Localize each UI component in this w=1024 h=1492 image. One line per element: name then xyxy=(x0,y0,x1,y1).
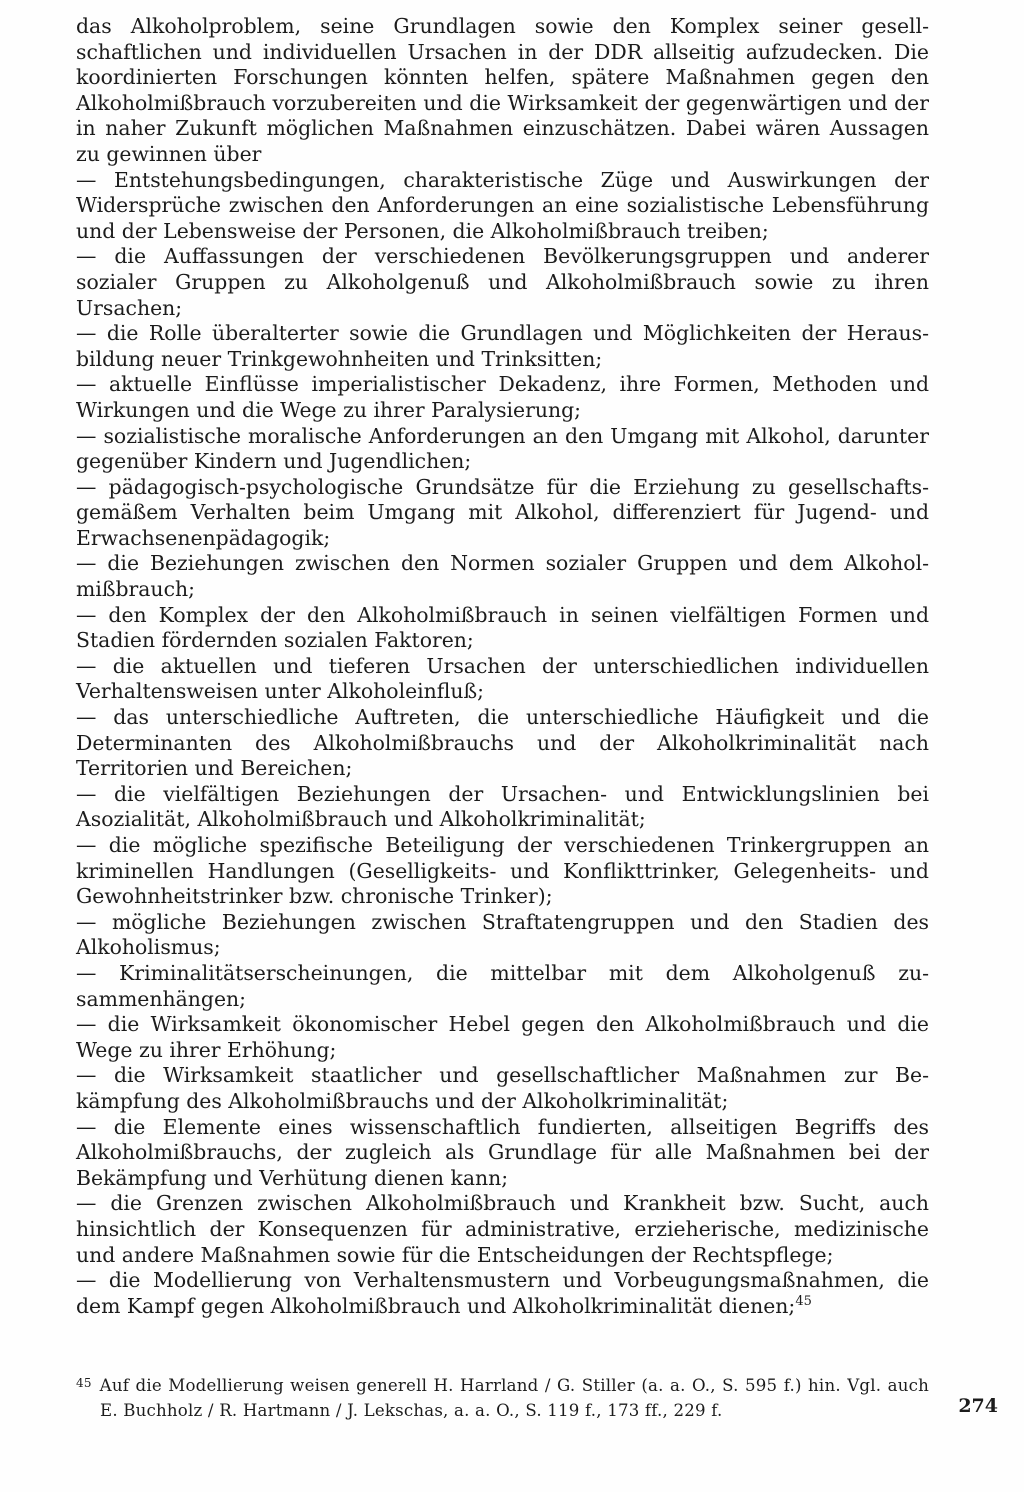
footnote-entry xyxy=(76,1374,929,1423)
list-item: — die mögliche spezifische Beteiligung der verschiedenen Trinkergruppen an kriminellen Handlungen (Geselligkeits- und Konflikttrinker, Gelegenheits- und Gewohnheitstrinker bzw. chronische Trinker); xyxy=(76,833,929,909)
list-item: — das unterschiedliche Auftreten, die unterschiedliche Häufigkeit und die Determinanten des Alkoholmißbrauchs und der Alkoholkriminalität nach Territorien und Bereichen; xyxy=(76,705,929,781)
list-item: — sozialistische moralische Anforderungen an den Umgang mit Alkohol, darunter gegenüber Kindern und Jugendlichen; xyxy=(76,423,929,474)
list-item-last xyxy=(76,1268,929,1319)
list-item-last-text: — die Modellierung von Verhaltensmustern und Vorbeugungsmaßnahmen, die dem Kampf gegen Alkoholmißbrauch und Alkoholkriminalität dienen; xyxy=(76,1268,929,1318)
main-text xyxy=(76,14,929,1319)
footnote xyxy=(76,1374,929,1423)
footnote-text: Auf die Modellierung weisen generell H. Harrland / G. Stiller (a. a. O., S. 595 f.) hin. Vgl. auch E. Buchholz / R. Hartmann / J. Lekschas, a. a. O., S. 119 f., 173 ff., 229 f. xyxy=(99,1376,929,1420)
list-item: — pädagogisch-psychologische Grundsätze für die Erziehung zu gesellschaftsgemäßem Verhalten beim Umgang mit Alkohol, differenziert für Jugend- und Erwachsenenpädagogik; xyxy=(76,474,929,550)
list-item: — die aktuellen und tieferen Ursachen der unterschiedlichen individuellen Verhaltensweisen unter Alkoholeinfluß; xyxy=(76,653,929,704)
page-number: 274 xyxy=(958,1395,998,1417)
list-item: — mögliche Beziehungen zwischen Straftatengruppen und den Stadien des Alkoholismus; xyxy=(76,909,929,960)
list-item: — aktuelle Einflüsse imperialistischer Dekadenz, ihre Formen, Methoden und Wirkungen und die Wege zu ihrer Paralysierung; xyxy=(76,372,929,422)
list-item: — den Komplex der den Alkoholmißbrauch in seinen vielfältigen Formen und Stadien fördernden sozialen Faktoren; xyxy=(76,602,929,653)
list-item: — Kriminalitätserscheinungen, die mittelbar mit dem Alkoholgenuß zusammenhängen; xyxy=(76,960,929,1011)
list-item: — Entstehungsbedingungen, charakteristische Züge und Auswirkungen der Widersprüche zwischen den Anforderungen an eine sozialistische Lebensführung und der Lebensweise der Personen, die Alkoholmißbrauch treiben; xyxy=(76,167,929,243)
list-item: — die Beziehungen zwischen den Normen sozialer Gruppen und dem Alkoholmißbrauch; xyxy=(76,551,929,602)
footnote-reference: 45 xyxy=(795,1293,812,1309)
list-item: — die Elemente eines wissenschaftlich fundierten, allseitigen Begriffs des Alkoholmißbrauchs, der zugleich als Grundlage für alle Maßnahmen bei der Bekämpfung und Verhütung dienen kann; xyxy=(76,1114,929,1190)
list-item: — die Wirksamkeit ökonomischer Hebel gegen den Alkoholmißbrauch und die Wege zu ihrer Erhöhung; xyxy=(76,1012,929,1062)
footnote-number: 45 xyxy=(76,1376,92,1390)
list-item: — die Wirksamkeit staatlicher und gesellschaftlicher Maßnahmen zur Bekämpfung des Alkoholmißbrauchs und der Alkoholkriminalität; xyxy=(76,1063,929,1113)
list-item: — die vielfältigen Beziehungen der Ursachen- und Entwicklungslinien bei Asozialität, Alkoholmißbrauch und Alkoholkriminalität; xyxy=(76,781,929,832)
list-item: — die Auffassungen der verschiedenen Bevölkerungsgruppen und anderer sozialer Gruppen zu Alkoholgenuß und Alkoholmißbrauch sowie zu ihren Ursachen; xyxy=(76,244,929,320)
list-item: — die Rolle überalterter sowie die Grundlagen und Möglichkeiten der Herausbildung neuer Trinkgewohnheiten und Trinksitten; xyxy=(76,321,929,371)
list-item: — die Grenzen zwischen Alkoholmißbrauch und Krankheit bzw. Sucht, auch hinsichtlich der Konsequenzen für administrative, erzieherische, medizinische und andere Maßnahmen sowie für die Entscheidungen der Rechtspflege; xyxy=(76,1191,929,1267)
intro-paragraph: das Alkoholproblem, seine Grundlagen sowie den Komplex seiner gesellschaftlichen und individuellen Ursachen in der DDR allseitig aufzudecken. Die koordinierten Forschungen könnten helfen, spätere Maßnahmen gegen den Alkoholmißbrauch vorzubereiten und die Wirksamkeit der gegenwärtigen und der in naher Zukunft möglichen Maßnahmen einzuschätzen. Dabei wären Aussagen zu gewinnen über xyxy=(76,14,929,166)
